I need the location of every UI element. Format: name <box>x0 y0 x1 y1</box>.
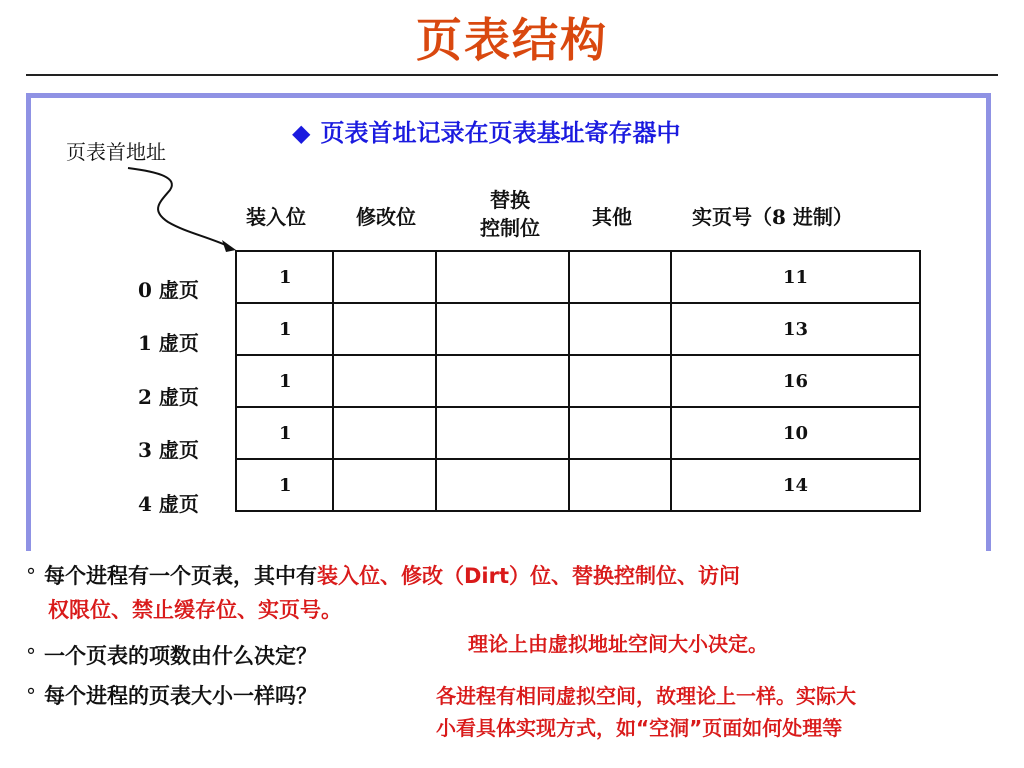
bullet-marker: ° <box>26 684 36 708</box>
bullet-marker: ° <box>26 644 36 668</box>
headline-text: 页表首址记录在页表基址寄存器中 <box>320 119 681 147</box>
cell-modified <box>333 407 436 459</box>
col-header-real-page: 实页号（8 进制） <box>692 205 853 229</box>
cell-replace <box>436 459 569 511</box>
cell-real-page: 16 <box>671 355 920 407</box>
bullet-1 <box>26 560 740 590</box>
bullet-2-text: 一个页表的项数由什么决定？ <box>44 644 317 668</box>
bullet-2-answer: 理论上由虚拟地址空间大小决定。 <box>468 632 768 656</box>
diamond-bullet-icon: ◆ <box>292 119 311 147</box>
table-row <box>236 407 920 459</box>
cell-other <box>569 303 671 355</box>
cell-other <box>569 407 671 459</box>
cell-replace <box>436 355 569 407</box>
cell-other <box>569 251 671 303</box>
cell-replace <box>436 407 569 459</box>
cell-other <box>569 355 671 407</box>
bullet-3-answer-line1: 各进程有相同虚拟空间，故理论上一样。实际大 <box>436 684 856 708</box>
bullet-1-red-text: 装入位、修改（Dirt）位、替换控制位、访问 <box>317 564 741 588</box>
cell-other <box>569 459 671 511</box>
row-label: 2 虚页 <box>138 385 199 409</box>
bullet-3 <box>26 680 317 710</box>
bullet-3-answer-line2: 小看具体实现方式，如“空洞”页面如何处理等 <box>436 716 843 740</box>
bullet-2 <box>26 640 317 670</box>
table-row <box>236 355 920 407</box>
cell-replace <box>436 251 569 303</box>
cell-real-page: 14 <box>671 459 920 511</box>
page-table <box>235 250 921 512</box>
col-header-modified: 修改位 <box>356 205 416 229</box>
cell-real-page: 11 <box>671 251 920 303</box>
row-label: 0 虚页 <box>138 278 199 302</box>
page-table-base-label: 页表首地址 <box>66 140 166 164</box>
cell-loaded: 1 <box>236 303 333 355</box>
table-row <box>236 251 920 303</box>
col-header-replace: 替换 控制位 <box>480 188 540 240</box>
cell-modified <box>333 251 436 303</box>
row-label: 4 虚页 <box>138 492 199 516</box>
cell-replace <box>436 303 569 355</box>
cell-loaded: 1 <box>236 251 333 303</box>
cell-modified <box>333 459 436 511</box>
cell-real-page: 13 <box>671 303 920 355</box>
table-row <box>236 459 920 511</box>
bullet-marker: ° <box>26 564 36 588</box>
col-header-loaded: 装入位 <box>246 205 306 229</box>
cell-loaded: 1 <box>236 407 333 459</box>
cell-modified <box>333 303 436 355</box>
cell-loaded: 1 <box>236 355 333 407</box>
row-label: 1 虚页 <box>138 331 199 355</box>
bullet-1-continuation: 权限位、禁止缓存位、实页号。 <box>48 598 342 622</box>
table-row <box>236 303 920 355</box>
bullet-3-text: 每个进程的页表大小一样吗？ <box>44 684 317 708</box>
col-header-other: 其他 <box>592 205 632 229</box>
slide-title: 页表结构 <box>416 13 608 67</box>
cell-real-page: 10 <box>671 407 920 459</box>
bullet-1-text: 每个进程有一个页表，其中有 <box>44 564 317 588</box>
row-label: 3 虚页 <box>138 438 199 462</box>
cell-modified <box>333 355 436 407</box>
cell-loaded: 1 <box>236 459 333 511</box>
